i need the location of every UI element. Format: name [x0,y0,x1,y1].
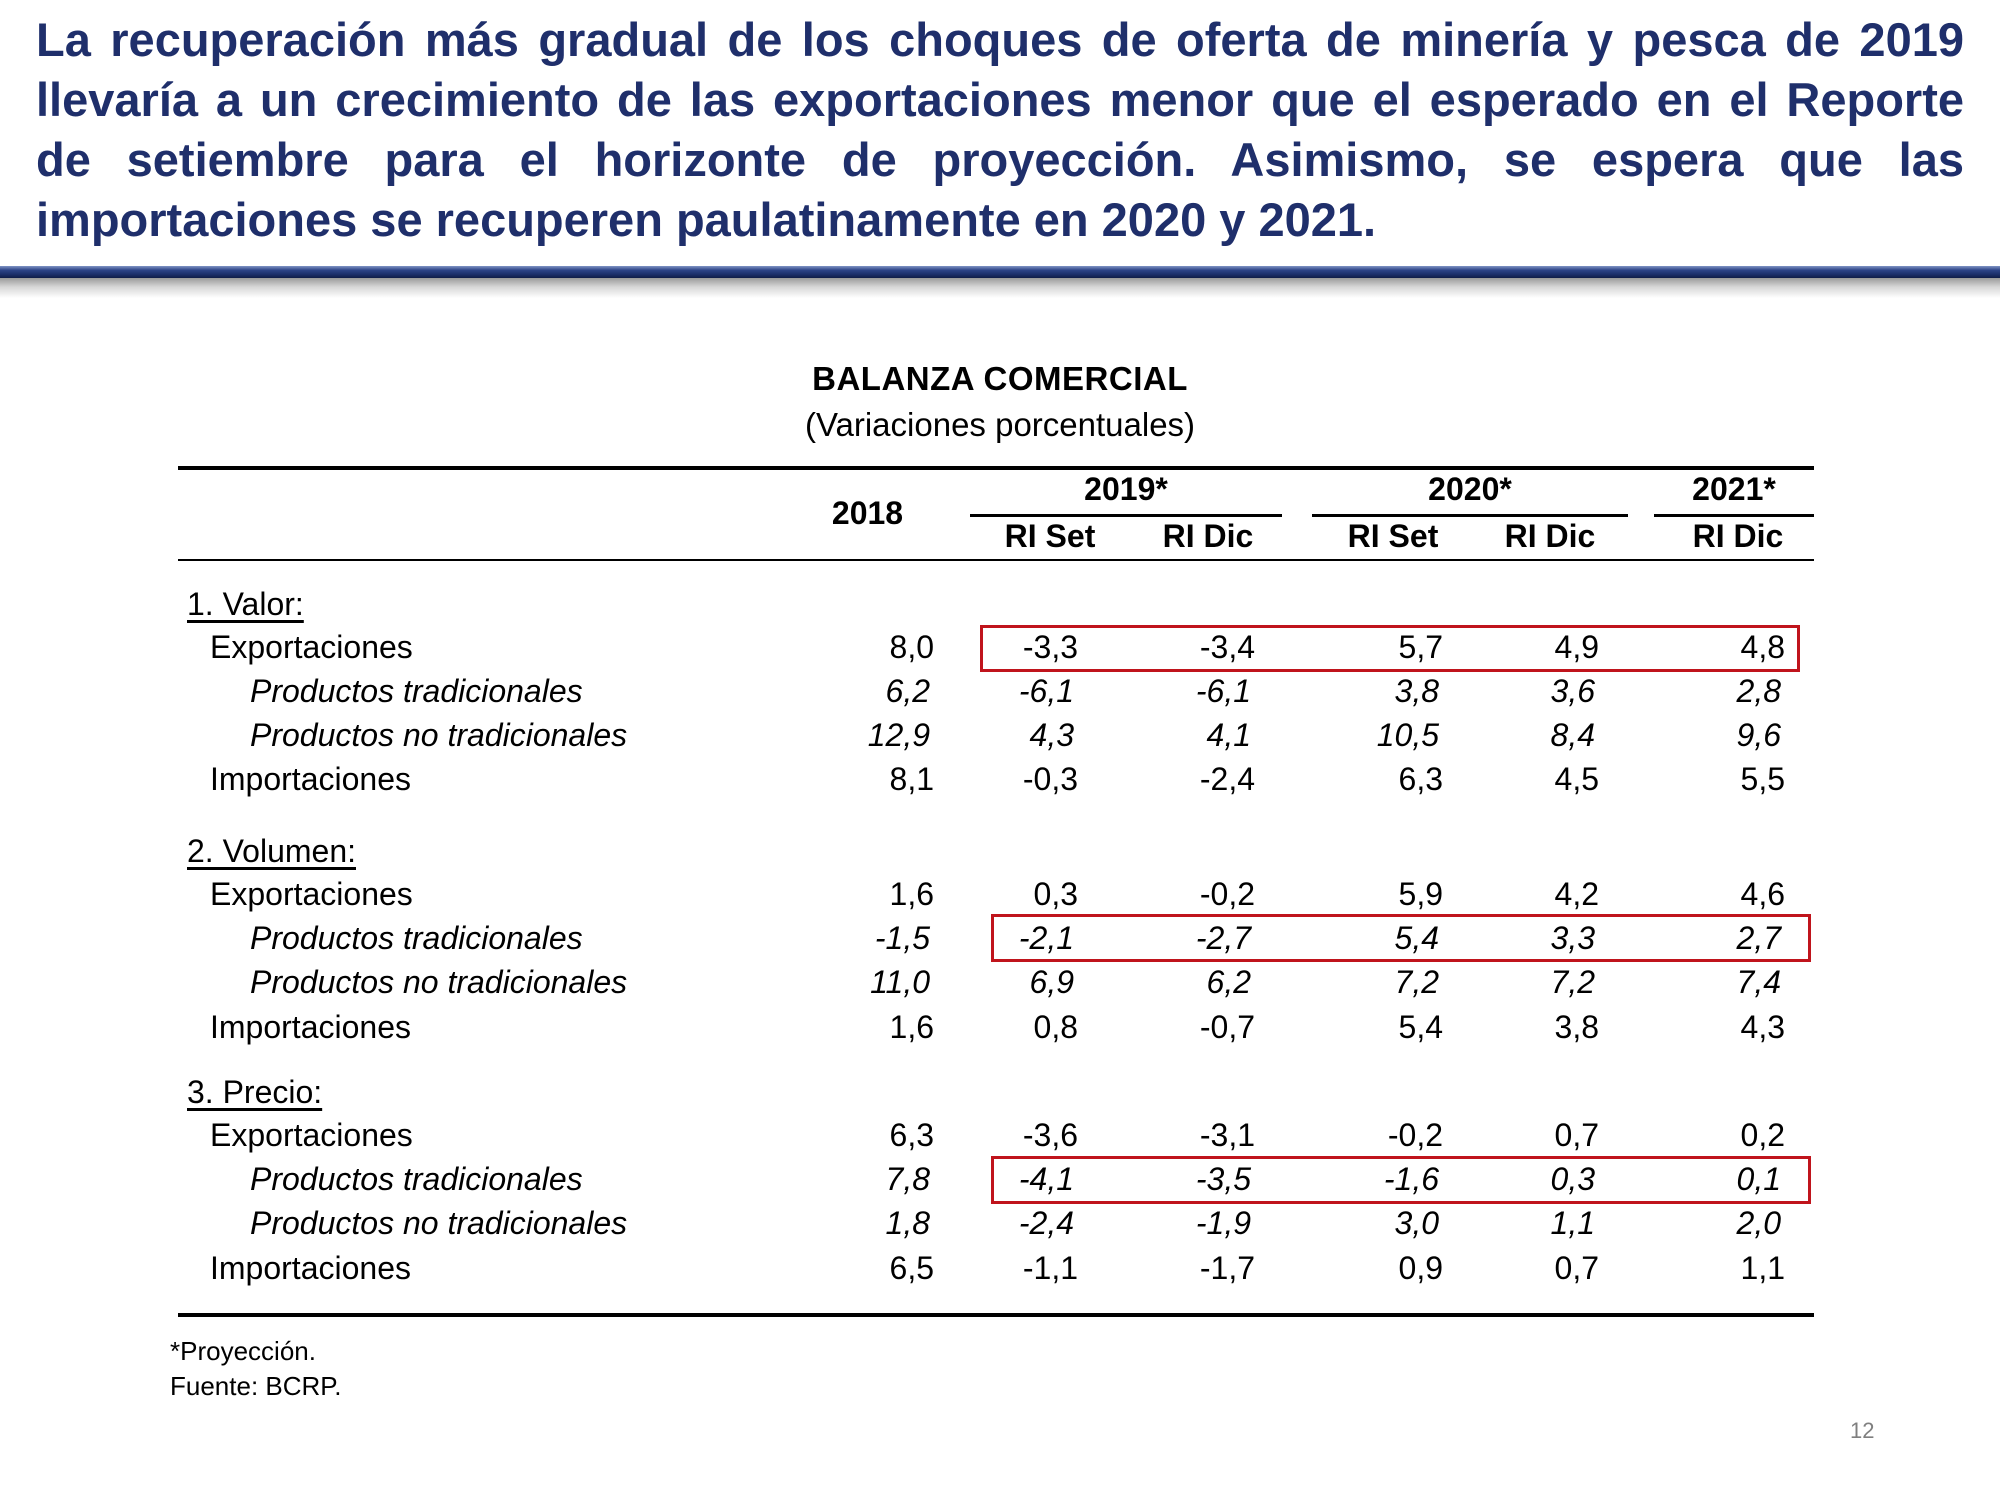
cell-2021-ri-dic: 2,7 [1736,920,1781,956]
cell-2020-ri-dic: 4,9 [1554,629,1599,665]
cell-2019-ri-set: 0,8 [1033,1009,1078,1045]
cell-2019-ri-set: -6,1 [1018,673,1074,709]
table-top-rule [178,466,1814,470]
section-label-valor: 1. Valor: [187,586,304,622]
cell-2019-ri-set: -4,1 [1018,1161,1074,1197]
cell-2018: 8,1 [889,761,934,797]
cell-2019-ri-set: 6,9 [1029,964,1074,1000]
cell-2021-ri-dic: 0,2 [1740,1117,1785,1153]
cell-2020-ri-set: 5,4 [1398,1009,1443,1045]
cell-2021-ri-dic: 4,8 [1740,629,1785,665]
page-number: 12 [1850,1418,1875,1443]
header-bottom-rule [178,559,1814,561]
header-2020: 2020* [1428,471,1512,507]
cell-2021-ri-dic: 4,3 [1740,1009,1785,1045]
header-2021: 2021* [1692,471,1776,507]
row-label: Productos tradicionales [250,673,583,709]
row-label: Productos no tradicionales [250,1205,628,1241]
header-2019-ri-set: RI Set [1004,518,1096,554]
header-2020-ri-dic: RI Dic [1504,518,1596,554]
cell-2020-ri-dic: 0,7 [1554,1117,1599,1153]
cell-2019-ri-dic: -2,7 [1195,920,1251,956]
cell-2020-ri-set: 10,5 [1376,717,1439,753]
cell-2020-ri-dic: 0,3 [1550,1161,1595,1197]
cell-2020-ri-dic: 3,3 [1550,920,1595,956]
cell-2021-ri-dic: 0,1 [1736,1161,1781,1197]
cell-2020-ri-dic: 3,8 [1554,1009,1599,1045]
cell-2019-ri-set: -0,3 [1022,761,1078,797]
row-label: Productos tradicionales [250,920,583,956]
cell-2020-ri-set: 0,9 [1398,1250,1443,1286]
cell-2021-ri-dic: 5,5 [1740,761,1785,797]
cell-2018: 7,8 [885,1161,930,1197]
cell-2019-ri-dic: -3,4 [1199,629,1255,665]
cell-2020-ri-dic: 4,5 [1554,761,1599,797]
cell-2019-ri-dic: -6,1 [1195,673,1251,709]
cell-2020-ri-set: 3,0 [1394,1205,1439,1241]
section-label-precio: 3. Precio: [187,1074,323,1110]
cell-2020-ri-dic: 7,2 [1550,964,1595,1000]
cell-2019-ri-set: -3,3 [1022,629,1078,665]
cell-2018: 1,6 [889,1009,934,1045]
table-bottom-rule [178,1313,1814,1317]
header-divider [0,266,2000,278]
cell-2021-ri-dic: 1,1 [1740,1250,1785,1286]
cell-2019-ri-set: -3,6 [1022,1117,1078,1153]
header-2018: 2018 [831,495,904,531]
cell-2020-ri-set: 3,8 [1394,673,1439,709]
cell-2019-ri-set: -2,4 [1018,1205,1074,1241]
cell-2021-ri-dic: 2,0 [1736,1205,1781,1241]
cell-2018: 6,3 [889,1117,934,1153]
header-2020-ri-set: RI Set [1347,518,1439,554]
row-label: Importaciones [210,761,411,797]
cell-2019-ri-dic: -1,9 [1195,1205,1251,1241]
cell-2020-ri-set: 5,7 [1398,629,1443,665]
cell-2019-ri-dic: -0,2 [1199,876,1255,912]
cell-2019-ri-dic: 4,1 [1206,717,1251,753]
table-subtitle: (Variaciones porcentuales) [804,406,1196,443]
cell-2020-ri-set: 5,4 [1394,920,1439,956]
row-label: Importaciones [210,1009,411,1045]
cell-2019-ri-dic: -1,7 [1199,1250,1255,1286]
cell-2018: 8,0 [889,629,934,665]
footnote-projection: *Proyección. [170,1336,316,1366]
row-label: Exportaciones [210,876,413,912]
table-title: BALANZA COMERCIAL [812,360,1188,397]
cell-2020-ri-set: -0,2 [1387,1117,1443,1153]
cell-2018: 1,6 [889,876,934,912]
cell-2020-ri-set: -1,6 [1383,1161,1439,1197]
cell-2018: 12,9 [867,717,930,753]
header-2021-rule [1654,514,1814,517]
cell-2020-ri-set: 7,2 [1394,964,1439,1000]
row-label: Importaciones [210,1250,411,1286]
footnote-source: Fuente: BCRP. [170,1371,342,1401]
highlight-box-volumen-tradicionales [991,914,1811,962]
cell-2020-ri-dic: 0,7 [1554,1250,1599,1286]
header-2020-rule [1312,514,1628,517]
cell-2019-ri-dic: -0,7 [1199,1009,1255,1045]
cell-2020-ri-dic: 1,1 [1550,1205,1595,1241]
cell-2019-ri-set: 4,3 [1029,717,1074,753]
header-2021-ri-dic: RI Dic [1692,518,1784,554]
header-divider-shadow [0,278,2000,298]
cell-2020-ri-set: 6,3 [1398,761,1443,797]
cell-2020-ri-dic: 4,2 [1554,876,1599,912]
cell-2019-ri-set: -1,1 [1022,1250,1078,1286]
cell-2021-ri-dic: 9,6 [1736,717,1781,753]
cell-2021-ri-dic: 4,6 [1740,876,1785,912]
section-label-volumen: 2. Volumen: [187,833,356,869]
highlight-box-valor-exportaciones [980,625,1800,672]
cell-2019-ri-dic: 6,2 [1206,964,1251,1000]
header-2019-ri-dic: RI Dic [1162,518,1254,554]
header-2019: 2019* [1084,471,1168,507]
cell-2018: 1,8 [885,1205,930,1241]
cell-2020-ri-dic: 8,4 [1550,717,1595,753]
cell-2018: 6,5 [889,1250,934,1286]
row-label: Exportaciones [210,629,413,665]
cell-2020-ri-dic: 3,6 [1550,673,1595,709]
cell-2019-ri-dic: -2,4 [1199,761,1255,797]
cell-2019-ri-dic: -3,1 [1199,1117,1255,1153]
cell-2019-ri-dic: -3,5 [1195,1161,1251,1197]
cell-2020-ri-set: 5,9 [1398,876,1443,912]
highlight-box-precio-tradicionales [991,1156,1811,1204]
cell-2019-ri-set: 0,3 [1033,876,1078,912]
row-label: Productos no tradicionales [250,964,628,1000]
cell-2019-ri-set: -2,1 [1018,920,1074,956]
cell-2018: 11,0 [870,964,930,1000]
cell-2021-ri-dic: 7,4 [1736,964,1781,1000]
header-2019-rule [970,514,1282,517]
row-label: Exportaciones [210,1117,413,1153]
row-label: Productos tradicionales [250,1161,583,1197]
row-label: Productos no tradicionales [250,717,628,753]
cell-2021-ri-dic: 2,8 [1736,673,1781,709]
headline: La recuperación más gradual de los choques de oferta de minería y pesca de 2019 llevaría a un crecimiento de las exportaciones menor que el esperado en el Reporte de setiembre para el horizonte de proyección. Asimismo, se espera que las importaciones se recuperen paulatinamente en 2020 y 2021. [36,13,1964,246]
cell-2018: 6,2 [885,673,930,709]
cell-2018: -1,5 [874,920,930,956]
